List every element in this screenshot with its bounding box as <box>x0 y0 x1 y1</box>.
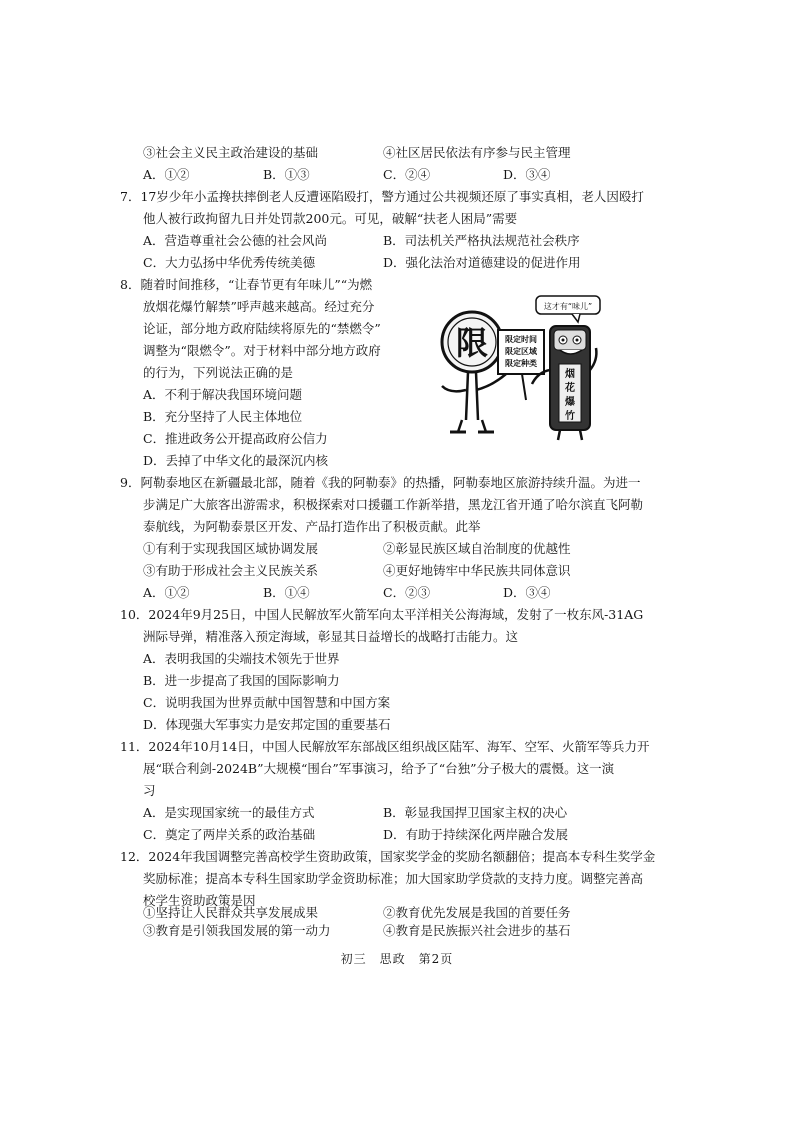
q6-statement-3: ③社会主义民主政治建设的基础 <box>143 145 319 160</box>
speech-bubble <box>536 296 600 322</box>
rules-board <box>498 330 544 400</box>
q6-options-row <box>143 166 623 184</box>
q7-option-a[interactable]: A．营造尊重社会公德的社会风尚 <box>143 233 328 248</box>
q8-stem-line-5: 的行为，下列说法正确的是 <box>143 365 294 380</box>
q10-option-d[interactable]: D．体现强大军事实力是安邦定国的重要基石 <box>143 717 391 732</box>
q9-option-a[interactable]: A．①② <box>143 585 190 600</box>
q12-statements-row-2 <box>143 922 623 940</box>
q7-options-row-1 <box>143 232 623 250</box>
q9-statements-row-2 <box>143 562 623 580</box>
q8-option-c[interactable]: C．推进政务公开提高政府公信力 <box>143 431 328 446</box>
q11-option-d[interactable]: D．有助于持续深化两岸融合发展 <box>383 827 569 842</box>
q9-statement-2: ②彰显民族区域自治制度的优越性 <box>383 541 571 556</box>
q11-stem-line-3: 习 <box>143 783 156 798</box>
q12-statement-2: ②教育优先发展是我国的首要任务 <box>383 905 571 920</box>
q12-stem-line-3: 校学生资助政策是因 <box>143 893 256 908</box>
restriction-sign-text: 限 <box>455 324 489 362</box>
q11-option-a[interactable]: A．是实现国家统一的最佳方式 <box>143 805 315 820</box>
speech-bubble-text: 这才有“味儿” <box>543 302 593 311</box>
q9-statement-3: ③有助于形成社会主义民族关系 <box>143 563 319 578</box>
q6-option-a[interactable]: A．①② <box>143 167 190 182</box>
restriction-sign-character <box>442 312 506 432</box>
q9-option-b[interactable]: B．①④ <box>263 585 310 600</box>
cartoon-illustration <box>432 290 604 442</box>
q11-option-b[interactable]: B．彰显我国捍卫国家主权的决心 <box>383 805 568 820</box>
board-line-3: 限定种类 <box>505 359 537 368</box>
q10-option-a[interactable]: A．表明我国的尖端技术领先于世界 <box>143 651 340 666</box>
firecracker-label-3: 爆 <box>565 397 575 408</box>
q6-option-b[interactable]: B．①③ <box>263 167 310 182</box>
q12-statements-row-1 <box>143 904 623 922</box>
q9-option-d[interactable]: D．③④ <box>503 585 551 600</box>
q8-stem-line-4: 调整为“限燃令”。对于材料中部分地方政府 <box>143 343 381 358</box>
q7-option-d[interactable]: D．强化法治对道德建设的促进作用 <box>383 255 581 270</box>
q7-stem-line-2: 他人被行政拘留九日并处罚款200元。可见，破解“扶老人困局”需要 <box>143 211 518 226</box>
q8-option-b[interactable]: B．充分坚持了人民主体地位 <box>143 409 303 424</box>
q11-stem-line-1: 11．2024年10月14日，中国人民解放军东部战区组织战区陆军、海军、空军、火箭军等兵力开 <box>120 739 650 754</box>
q9-stem-line-2: 步满足广大旅客出游需求，积极探索对口援疆工作新举措，黑龙江省开通了哈尔滨直飞阿勒 <box>143 497 644 512</box>
page-footer: 初三 思政 第2页 <box>340 952 454 966</box>
q7-options-row-2 <box>143 254 623 272</box>
q12-statement-4: ④教育是民族振兴社会进步的基石 <box>383 923 571 938</box>
q9-stem-line-1: 9．阿勒泰地区在新疆最北部，随着《我的阿勒泰》的热播，阿勒泰地区旅游持续升温。为进一 <box>120 475 641 490</box>
q10-stem-line-2: 洲际导弹，精准落入预定海域，彰显其日益增长的战略打击能力。这 <box>143 629 519 644</box>
q11-options-row-2 <box>143 826 623 844</box>
q8-stem-line-1: 8．随着时间推移，“让春节更有年味儿”“为燃 <box>120 277 373 292</box>
board-line-2: 限定区域 <box>505 347 537 356</box>
q8-stem-line-2: 放烟花爆竹解禁”呼声越来越高。经过充分 <box>143 299 375 314</box>
q9-statements-row-1 <box>143 540 623 558</box>
q7-option-b[interactable]: B．司法机关严格执法规范社会秩序 <box>383 233 580 248</box>
q12-stem-line-2: 奖励标准；提高本专科生国家助学金资助标准；加大国家助学贷款的支持力度。调整完善高 <box>143 871 644 886</box>
q10-option-c[interactable]: C．说明我国为世界贡献中国智慧和中国方案 <box>143 695 391 710</box>
board-line-1: 限定时间 <box>505 335 537 344</box>
firecracker-label-4: 竹 <box>565 411 575 422</box>
q11-options-row-1 <box>143 804 623 822</box>
q8-option-d[interactable]: D．丢掉了中华文化的最深沉内核 <box>143 453 329 468</box>
q8-stem-line-3: 论证，部分地方政府陆续将原先的“禁燃令” <box>143 321 381 336</box>
q10-stem-line-1: 10．2024年9月25日，中国人民解放军火箭军向太平洋相关公海海域，发射了一枚东风-31AG <box>120 607 644 622</box>
q12-statement-3: ③教育是引领我国发展的第一动力 <box>143 923 331 938</box>
q9-option-c[interactable]: C．②③ <box>383 585 431 600</box>
q6-statements-row <box>143 144 623 162</box>
q10-option-b[interactable]: B．进一步提高了我国的国际影响力 <box>143 673 340 688</box>
q7-option-c[interactable]: C．大力弘扬中华优秀传统美德 <box>143 255 316 270</box>
q8-option-a[interactable]: A．不利于解决我国环境问题 <box>143 387 303 402</box>
q9-statement-4: ④更好地铸牢中华民族共同体意识 <box>383 563 571 578</box>
q9-statement-1: ①有利于实现我国区域协调发展 <box>143 541 319 556</box>
q9-options-row <box>143 584 623 602</box>
q6-option-c[interactable]: C．②④ <box>383 167 431 182</box>
q6-statement-4: ④社区居民依法有序参与民主管理 <box>383 145 571 160</box>
firecracker-label-1: 烟 <box>565 369 575 380</box>
q9-stem-line-3: 泰航线，为阿勒泰景区开发、产品打造作出了积极贡献。此举 <box>143 519 481 534</box>
q12-statement-1: ①坚持让人民群众共享发展成果 <box>143 905 319 920</box>
q11-stem-line-2: 展“联合利剑-2024B”大规模“围台”军事演习，给予了“台独”分子极大的震慑。这一演 <box>143 761 615 776</box>
q12-stem-line-1: 12．2024年我国调整完善高校学生资助政策，国家奖学金的奖励名额翻倍；提高本专科生奖学金 <box>120 849 656 864</box>
q11-option-c[interactable]: C．奠定了两岸关系的政治基础 <box>143 827 316 842</box>
firecracker-label-2: 花 <box>565 383 575 394</box>
q6-option-d[interactable]: D．③④ <box>503 167 551 182</box>
q7-stem-line-1: 7．17岁少年小孟搀扶摔倒老人反遭诬陷殴打，警方通过公共视频还原了事实真相，老人因殴打 <box>120 189 644 204</box>
